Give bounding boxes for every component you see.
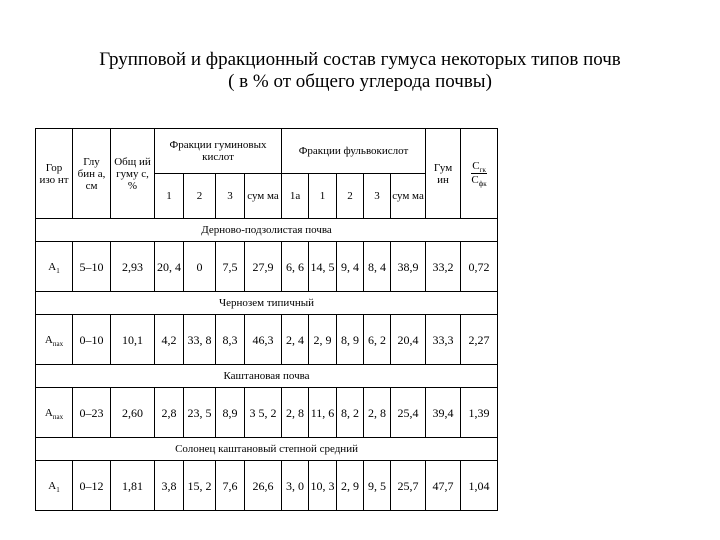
value-cell: 2, 8 [282,388,309,438]
value-cell: 3, 0 [282,461,309,511]
value-cell: 0–23 [73,388,111,438]
value-cell: 8, 2 [337,388,364,438]
value-cell: 7,6 [216,461,245,511]
value-cell: 15, 2 [184,461,216,511]
value-cell: 0–12 [73,461,111,511]
value-cell: 1,81 [111,461,155,511]
header-depth: Глу бин а, см [73,129,111,219]
value-cell: 9, 5 [364,461,391,511]
value-cell: 23, 5 [184,388,216,438]
value-cell: 20, 4 [155,242,184,292]
value-cell: 5–10 [73,242,111,292]
table-title: Групповой и фракционный состав гумуса некоторых типов почв [99,49,621,70]
header-humic-col: 3 [216,174,245,219]
horizon-cell: $А_1$ [36,461,73,511]
humus-composition-table [35,128,498,511]
header-humic-col: сум ма [245,174,282,219]
value-cell: 33,3 [426,315,461,365]
value-cell: 1,04 [461,461,498,511]
value-cell: 3 5, 2 [245,388,282,438]
value-cell: 27,9 [245,242,282,292]
value-cell: 8, 9 [337,315,364,365]
value-cell: 25,7 [391,461,426,511]
value-cell: 10,1 [111,315,155,365]
table-row [36,315,498,365]
value-cell: 0,72 [461,242,498,292]
value-cell: 14, 5 [309,242,337,292]
table-row [36,461,498,511]
value-cell: 46,3 [245,315,282,365]
value-cell: 6, 6 [282,242,309,292]
value-cell: 7,5 [216,242,245,292]
value-cell: 0–10 [73,315,111,365]
value-cell: 0 [184,242,216,292]
soil-section-label: Солонец каштановый степной средний [36,438,498,461]
horizon-cell: $А_1$ [36,242,73,292]
value-cell: 8,3 [216,315,245,365]
value-cell: 33, 8 [184,315,216,365]
value-cell: 11, 6 [309,388,337,438]
header-fulvic-col: 1а [282,174,309,219]
value-cell: 33,2 [426,242,461,292]
value-cell: 2,27 [461,315,498,365]
header-fulvic-fractions: Фракции фульвокислот [282,129,426,174]
value-cell: 2, 9 [337,461,364,511]
value-cell: 25,4 [391,388,426,438]
header-ratio: $С_{гк}$ $С_{фк}$ [461,129,498,219]
value-cell: 3,8 [155,461,184,511]
header-fulvic-col: 1 [309,174,337,219]
value-cell: 2, 8 [364,388,391,438]
horizon-cell: $А_{пах}$ [36,315,73,365]
value-cell: 39,4 [426,388,461,438]
value-cell: 9, 4 [337,242,364,292]
soil-section-label: Чернозем типичный [36,292,498,315]
value-cell: 2,8 [155,388,184,438]
header-fulvic-col: сум ма [391,174,426,219]
value-cell: 1,39 [461,388,498,438]
value-cell: 2,93 [111,242,155,292]
soil-section-label: Каштановая почва [36,365,498,388]
value-cell: 4,2 [155,315,184,365]
value-cell: 8, 4 [364,242,391,292]
header-humin: Гум ин [426,129,461,219]
header-fulvic-col: 3 [364,174,391,219]
soil-section-label: Дерново-подзолистая почва [36,219,498,242]
header-fulvic-col: 2 [337,174,364,219]
value-cell: 2, 9 [309,315,337,365]
value-cell: 38,9 [391,242,426,292]
value-cell: 6, 2 [364,315,391,365]
value-cell: 47,7 [426,461,461,511]
table-row [36,242,498,292]
header-humic-col: 2 [184,174,216,219]
value-cell: 10, 3 [309,461,337,511]
header-humic-col: 1 [155,174,184,219]
header-horizon: Гор изо нт [36,129,73,219]
value-cell: 20,4 [391,315,426,365]
value-cell: 2, 4 [282,315,309,365]
table-subtitle: ( в % от общего углерода почвы) [228,71,492,92]
horizon-cell: $А_{пах}$ [36,388,73,438]
table-row [36,388,498,438]
value-cell: 26,6 [245,461,282,511]
header-humic-fractions: Фракции гуминовых кислот [155,129,282,174]
value-cell: 8,9 [216,388,245,438]
header-total-humus: Общ ий гуму с, % [111,129,155,219]
value-cell: 2,60 [111,388,155,438]
